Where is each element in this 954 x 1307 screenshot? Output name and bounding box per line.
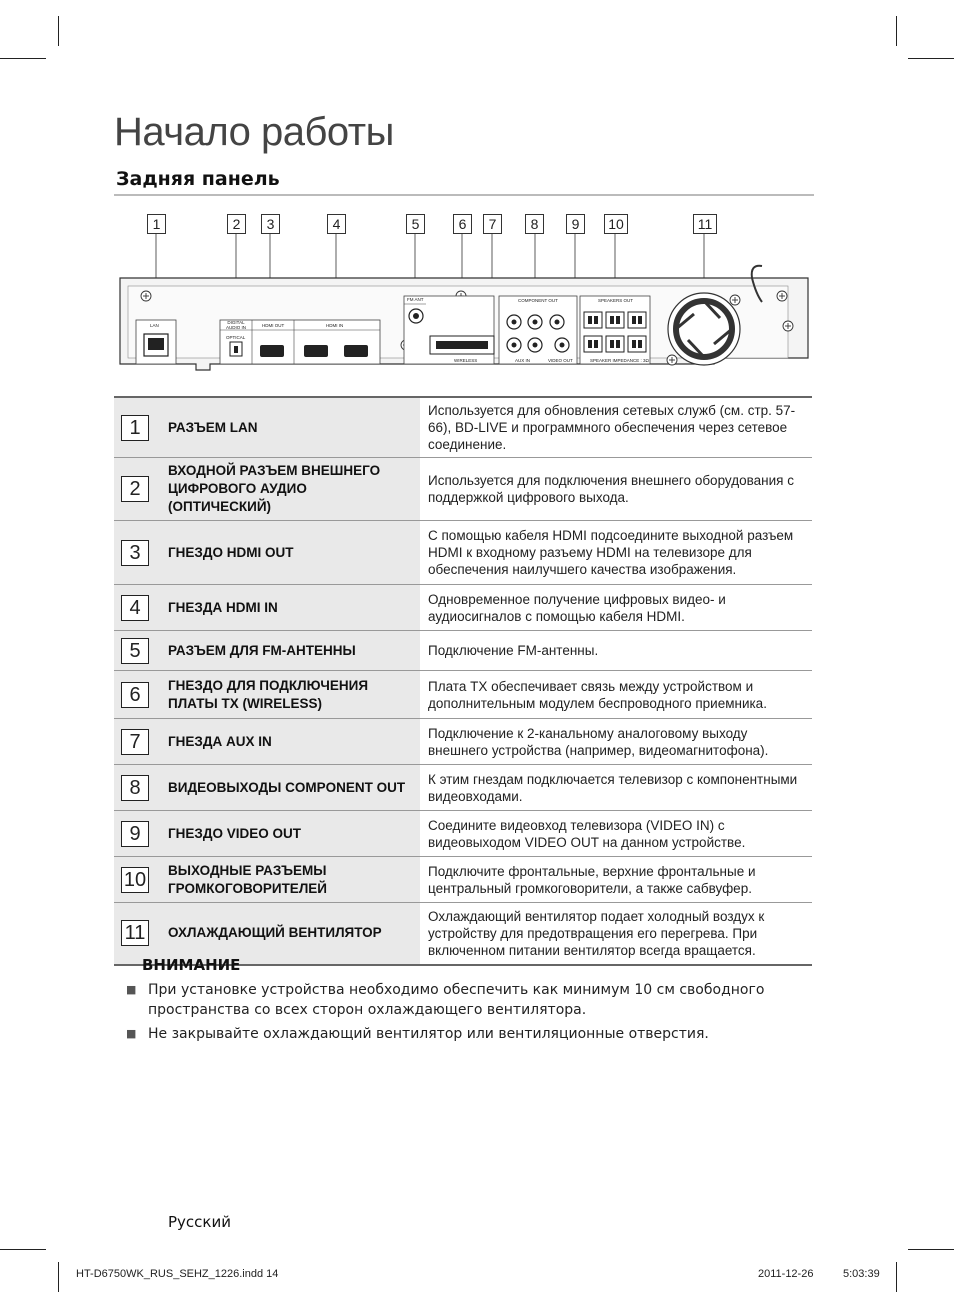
section-divider bbox=[114, 194, 814, 196]
label-lan: LAN bbox=[150, 323, 159, 328]
row-number-cell bbox=[114, 631, 156, 671]
crop-mark bbox=[896, 1262, 897, 1292]
crop-mark bbox=[58, 1262, 59, 1292]
connector-name: ГНЕЗДО HDMI OUT bbox=[156, 521, 420, 585]
table-row bbox=[114, 765, 812, 811]
row-number: 9 bbox=[121, 821, 149, 847]
callout-3: 3 bbox=[261, 214, 280, 234]
crop-mark bbox=[0, 58, 46, 59]
row-number-cell bbox=[114, 458, 156, 521]
callout-5: 5 bbox=[406, 214, 425, 234]
label-hdmi-out: HDMI OUT bbox=[262, 323, 285, 328]
row-number: 5 bbox=[121, 638, 149, 664]
table-row bbox=[114, 719, 812, 765]
connector-name: ОХЛАЖДАЮЩИЙ ВЕНТИЛЯТОР bbox=[156, 903, 420, 965]
caution-item bbox=[126, 1024, 816, 1044]
connector-name: ВИДЕОВЫХОДЫ COMPONENT OUT bbox=[156, 765, 420, 811]
footer-date: 2011-12-26 bbox=[758, 1268, 814, 1280]
callout-10: 10 bbox=[604, 214, 628, 234]
callout-7: 7 bbox=[483, 214, 502, 234]
caution-title: ВНИМАНИЕ bbox=[142, 956, 241, 974]
caution-item bbox=[126, 980, 816, 1020]
row-number: 2 bbox=[121, 476, 149, 502]
crop-mark bbox=[908, 1249, 954, 1250]
callout-9: 9 bbox=[566, 214, 585, 234]
caution-list bbox=[126, 980, 816, 1048]
label-video-out: VIDEO OUT bbox=[548, 358, 573, 363]
footer-time: 5:03:39 bbox=[843, 1268, 880, 1280]
connector-name: ВЫХОДНЫЕ РАЗЪЕМЫ ГРОМКОГОВОРИТЕЛЕЙ bbox=[156, 857, 420, 903]
crop-mark bbox=[908, 58, 954, 59]
row-number: 7 bbox=[121, 729, 149, 755]
row-number-cell bbox=[114, 719, 156, 765]
connector-name: РАЗЪЕМ LAN bbox=[156, 397, 420, 458]
connector-description: Подключение к 2-канальному аналоговому выходу внешнего устройства (например, видеомагнитофона). bbox=[420, 719, 812, 765]
connector-name: ГНЕЗДО VIDEO OUT bbox=[156, 811, 420, 857]
row-number-cell bbox=[114, 585, 156, 631]
row-number: 10 bbox=[121, 867, 149, 893]
rear-panel-illustration bbox=[114, 208, 814, 390]
label-speakers-out: SPEAKERS OUT bbox=[598, 298, 634, 303]
connector-name: ГНЕЗДО ДЛЯ ПОДКЛЮЧЕНИЯ ПЛАТЫ TX (WIRELESS) bbox=[156, 671, 420, 719]
connector-name: ГНЕЗДА AUX IN bbox=[156, 719, 420, 765]
rear-panel-table bbox=[114, 396, 812, 966]
row-number: 11 bbox=[121, 920, 149, 946]
table-row bbox=[114, 521, 812, 585]
crop-mark bbox=[58, 16, 59, 46]
callout-11: 11 bbox=[693, 214, 717, 234]
square-bullet-icon: ■ bbox=[126, 1027, 137, 1040]
row-number: 6 bbox=[121, 682, 149, 708]
connector-description: Используется для обновления сетевых служб (см. стр. 57-66), BD-LIVE и программного обеспечения через сетевое соединение. bbox=[420, 397, 812, 458]
callout-2: 2 bbox=[227, 214, 246, 234]
connector-description: К этим гнездам подключается телевизор с компонентными видеовходами. bbox=[420, 765, 812, 811]
label-fm-ant: FM ANT bbox=[407, 297, 424, 302]
caution-item-text: Не закрывайте охлаждающий вентилятор или вентиляционные отверстия. bbox=[148, 1026, 709, 1042]
crop-mark bbox=[0, 1249, 46, 1250]
connector-description: Плата TX обеспечивает связь между устройством и дополнительным модулем беспроводного приемника. bbox=[420, 671, 812, 719]
table-row bbox=[114, 631, 812, 671]
connector-name: ВХОДНОЙ РАЗЪЕМ ВНЕШНЕГО ЦИФРОВОГО АУДИО (ОПТИЧЕСКИЙ) bbox=[156, 458, 420, 521]
caution-item-text: При установке устройства необходимо обеспечить как минимум 10 см свободного пространства со всех сторон охлаждающего вентилятора. bbox=[148, 982, 765, 1018]
row-number-cell bbox=[114, 765, 156, 811]
table-row bbox=[114, 458, 812, 521]
row-number: 4 bbox=[121, 595, 149, 621]
row-number-cell bbox=[114, 671, 156, 719]
page-language: Русский bbox=[168, 1213, 231, 1231]
row-number-cell bbox=[114, 521, 156, 585]
table-row bbox=[114, 585, 812, 631]
connector-description: Подключение FM-антенны. bbox=[420, 631, 812, 671]
callout-8: 8 bbox=[525, 214, 544, 234]
connector-name: ГНЕЗДА HDMI IN bbox=[156, 585, 420, 631]
table-row bbox=[114, 857, 812, 903]
connector-description: Подключите фронтальные, верхние фронтальные и центральный громкоговорители, а также сабвуфер. bbox=[420, 857, 812, 903]
label-aux-in: AUX IN bbox=[515, 358, 531, 363]
row-number-cell bbox=[114, 397, 156, 458]
footer-file: HT-D6750WK_RUS_SEHZ_1226.indd 14 bbox=[76, 1268, 279, 1280]
crop-mark bbox=[896, 16, 897, 46]
callout-4: 4 bbox=[327, 214, 346, 234]
row-number: 8 bbox=[121, 775, 149, 801]
label-speaker-impedance: SPEAKER IMPEDANCE : 3Ω bbox=[590, 358, 649, 363]
row-number-cell bbox=[114, 857, 156, 903]
connector-description: Используется для подключения внешнего оборудования с поддержкой цифрового выхода. bbox=[420, 458, 812, 521]
connector-description: Охлаждающий вентилятор подает холодный воздух к устройству для предотвращения его перегрева. При включенном питании вентилятор всегда вращается. bbox=[420, 903, 812, 965]
connector-description: Одновременное получение цифровых видео- и аудиосигналов с помощью кабеля HDMI. bbox=[420, 585, 812, 631]
square-bullet-icon: ■ bbox=[126, 983, 137, 996]
connector-name: РАЗЪЕМ ДЛЯ FM-АНТЕННЫ bbox=[156, 631, 420, 671]
label-wireless: WIRELESS bbox=[454, 358, 478, 363]
connector-description: С помощью кабеля HDMI подсоедините выходной разъем HDMI к входному разъему HDMI на телевизоре для обеспечения наилучшего качества изображения. bbox=[420, 521, 812, 585]
table-row bbox=[114, 397, 812, 458]
label-component-out: COMPONENT OUT bbox=[518, 298, 558, 303]
row-number: 3 bbox=[121, 540, 149, 566]
label-digital-audio-in: DIGITAL AUDIO IN bbox=[225, 320, 246, 330]
table-row bbox=[114, 811, 812, 857]
chapter-title: Начало работы bbox=[114, 110, 394, 154]
table-row bbox=[114, 671, 812, 719]
callout-1: 1 bbox=[147, 214, 166, 234]
row-number-cell bbox=[114, 811, 156, 857]
label-optical: OPTICAL bbox=[226, 335, 246, 340]
row-number: 1 bbox=[121, 415, 149, 441]
section-title: Задняя панель bbox=[116, 168, 280, 190]
label-hdmi-in: HDMI IN bbox=[326, 323, 344, 328]
connector-description: Соедините видеовход телевизора (VIDEO IN) с видеовыходом VIDEO OUT на данном устройстве. bbox=[420, 811, 812, 857]
callout-6: 6 bbox=[453, 214, 472, 234]
